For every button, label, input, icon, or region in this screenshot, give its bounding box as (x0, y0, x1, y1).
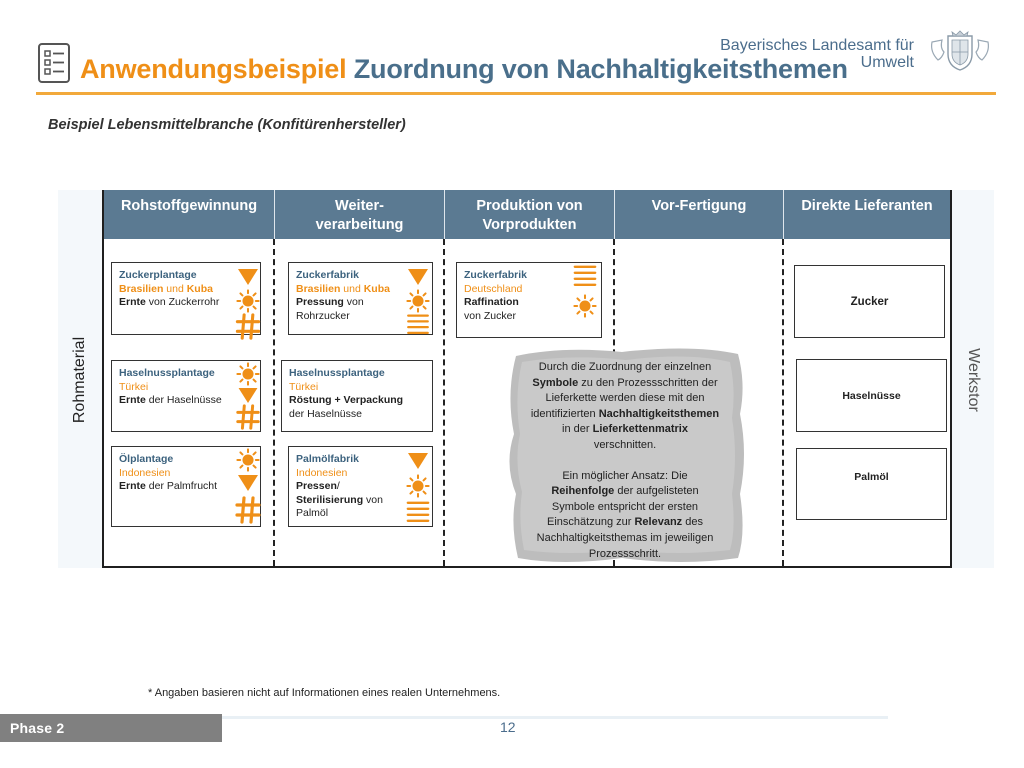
hash-icon (237, 498, 259, 522)
note-line: in der (562, 423, 593, 436)
page-title-part1: Anwendungsbeispiel (80, 54, 347, 84)
card-location: Brasilien (296, 282, 341, 295)
card-activity: Ernte (119, 296, 146, 308)
page-title-part2: Zuordnung von Nachhaltigkeitsthemen (353, 54, 848, 84)
column-header-line1: Direkte Lieferanten (801, 198, 933, 214)
column-divider (273, 239, 275, 566)
triangle-icon (408, 269, 428, 285)
card-location-b: Kuba (186, 282, 213, 295)
note-line: verschnitten. (593, 438, 657, 451)
supplier-label: Zucker (850, 295, 889, 308)
column-header-line2: Vorprodukten (482, 217, 577, 233)
card-symbols (235, 448, 261, 528)
note-text (520, 360, 730, 562)
note-bold: Relevanz (634, 516, 683, 529)
column-header-produktion (445, 190, 614, 239)
page-number: 12 (500, 719, 516, 735)
card-activity: Pressung (296, 296, 344, 308)
card-location: Indonesien (119, 466, 171, 479)
organization-name (674, 37, 914, 71)
card-location-join: und (163, 282, 187, 295)
card-activity-line2: von Zucker (464, 309, 516, 322)
triangle-icon (408, 453, 428, 469)
note-line: Einschätzung zur (547, 516, 635, 529)
sun-icon (407, 475, 428, 496)
card-activity: Ernte (119, 480, 146, 492)
header-divider (36, 92, 996, 95)
card-location: Deutschland (464, 282, 523, 295)
card-location-join: und (340, 282, 364, 295)
card-activity: Raffination (464, 296, 519, 308)
card-activity-line3: Palmöl (296, 507, 329, 519)
coat-of-arms-logo (924, 28, 996, 72)
card-location: Brasilien (119, 282, 164, 295)
card-activity: Ernte (119, 394, 146, 406)
lines-icon (575, 267, 595, 285)
card-name: Zuckerplantage (119, 269, 197, 281)
card-location-b: Kuba (363, 282, 390, 295)
card-name: Zuckerfabrik (464, 269, 528, 281)
card-activity-rest: von Zuckerrohr (145, 296, 220, 308)
supplier-label: Palmöl (854, 471, 889, 483)
supplier-box-zucker (794, 265, 945, 338)
checklist-icon (36, 42, 72, 84)
column-divider (782, 239, 784, 566)
sun-icon (574, 295, 595, 316)
card-symbols (405, 452, 431, 526)
card-activity: Pressen (296, 480, 337, 492)
process-card-haselnussplantage-roestung (281, 360, 433, 432)
note-line: Durch die Zuordnung der einzelnen (538, 361, 712, 373)
card-symbols (405, 268, 431, 336)
column-header-direkte-lieferanten (784, 190, 950, 239)
sun-icon (237, 290, 258, 311)
column-header-line1: Vor-Fertigung (651, 198, 747, 214)
supplier-box-haselnuesse (796, 359, 947, 432)
triangle-icon (238, 269, 258, 285)
card-name: Zuckerfabrik (296, 269, 360, 281)
lines-icon (408, 503, 428, 521)
column-header-weiterverarbeitung (275, 190, 444, 239)
card-symbols (235, 268, 261, 340)
card-activity-rest: / (336, 480, 340, 492)
footer-divider (222, 716, 888, 719)
factory-gate-label (952, 330, 994, 430)
org-line-1: Bayerisches Landesamt für (720, 37, 914, 54)
factory-gate-text: Werkstor (965, 348, 982, 412)
org-line-2: Umwelt (860, 54, 914, 71)
hash-icon (237, 315, 258, 338)
raw-material-label (58, 330, 102, 430)
sun-icon (407, 290, 428, 311)
footnote: * Angaben basieren nicht auf Informationen eines realen Unternehmens. (148, 687, 501, 699)
card-location: Türkei (289, 380, 319, 393)
column-header-line1: Weiter- (335, 198, 384, 214)
card-activity-line2: Rohrzucker (296, 309, 350, 322)
note-line: identifizierten (530, 407, 599, 420)
note-line: Symbole entspricht der ersten (551, 500, 699, 513)
card-name: Ölplantage (119, 453, 174, 465)
note-line: Prozessschritt. (588, 547, 662, 560)
note-line: des (682, 516, 703, 529)
card-location: Indonesien (296, 466, 348, 479)
card-activity-line2-bold: Sterilisierung (296, 493, 364, 506)
raw-material-text: Rohmaterial (71, 336, 89, 424)
column-header-vorfertigung (615, 190, 783, 239)
note-line: Ein möglicher Ansatz: Die (562, 469, 688, 482)
hash-icon (238, 406, 258, 428)
triangle-icon (239, 388, 258, 403)
card-symbols (235, 362, 261, 430)
card-activity-line2: der Haselnüsse (289, 407, 362, 420)
note-line: der aufgelisteten (614, 485, 699, 498)
column-divider (443, 239, 445, 566)
card-name: Haselnussplantage (289, 367, 385, 379)
card-name: Palmölfabrik (296, 453, 360, 465)
lines-icon (408, 316, 427, 333)
note-bold: Lieferkettenmatrix (592, 423, 688, 436)
card-activity-rest: der Haselnüsse (145, 394, 222, 406)
phase-label: Phase 2 (0, 714, 222, 742)
supplier-box-palmoel (796, 448, 947, 520)
card-activity-rest: von (343, 296, 364, 308)
note-line: zu den Prozessschritten der (578, 376, 718, 389)
card-symbols (571, 264, 599, 320)
note-bold: Symbole (532, 376, 579, 389)
note-bold: Nachhaltigkeitsthemen (598, 407, 720, 420)
column-header-rohstoffgewinnung (104, 190, 274, 239)
sun-icon (237, 363, 258, 384)
column-header-line1: Produktion von (476, 198, 583, 214)
sun-icon (237, 449, 258, 470)
column-header-line2: verarbeitung (315, 217, 404, 233)
triangle-icon (238, 475, 258, 491)
card-location: Türkei (119, 380, 149, 393)
note-line: Lieferkette werden diese mit den (545, 392, 705, 405)
card-activity: Röstung + Verpackung (289, 394, 404, 406)
card-activity-line2: von (363, 493, 383, 506)
card-activity-rest: der Palmfrucht (145, 480, 218, 492)
subtitle: Beispiel Lebensmittelbranche (Konfitürenhersteller) (48, 117, 406, 133)
note-bold: Reihenfolge (551, 485, 615, 498)
supplier-label: Haselnüsse (842, 389, 901, 402)
note-line: Nachhaltigkeitsthemas im jeweiligen (536, 531, 714, 544)
column-header-line1: Rohstoffgewinnung (120, 198, 258, 214)
card-name: Haselnussplantage (119, 367, 215, 379)
